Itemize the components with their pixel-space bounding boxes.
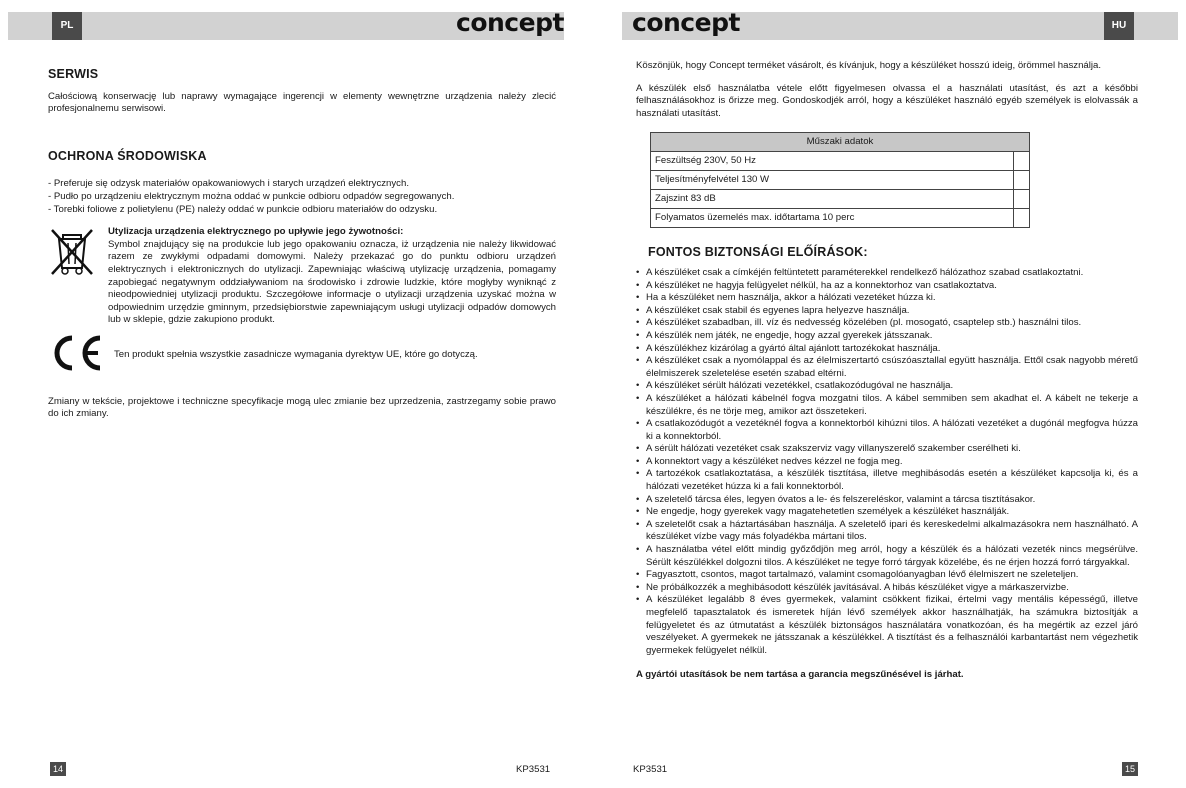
disposal-text: Symbol znajdujący się na produkcie lub jego opakowaniu oznacza, iż urządzenia nie należy likwidować razem ze zwykłymi odpadami domowymi. Należy przekazać go do punktu odbioru urządzeń elektrycznych i elektronicznych do utylizacji. Zapewniając właściwą utylizację urządzenia, pomagamy zapobiegać negatywnym oddziaływaniom na środowisko i zdrowie ludzkie, które mogłyby wyniknąć z nieodpowiedniej utylizacji produktu. Szczegółowe informacje o utylizacji urządzenia uzyskać można w odpowiednim urzędzie gminnym, przedsiębiorstwie zapewniającym usługi utylizacji odpadów domowych lub w sklepie, gdzie zakupiono produkt. [108, 238, 556, 326]
lang-tag-left: PL [52, 12, 82, 40]
list-item: • A szeletelő tárcsa éles, legyen óvatos a le- és felszereléskor, valamint a tárcsa tisztításakor. [636, 494, 1138, 507]
list-item: • A készüléket a hálózati kábelnél fogva mozgatni tilos. A kábel semmiben sem akadhat el. A kábelt ne tekerje a készülékre, és ne törje meg, amikor azt összetekeri. [636, 393, 1138, 418]
brand-logo-right: concept [632, 8, 740, 37]
lang-tag-right: HU [1104, 12, 1134, 40]
table-row [651, 190, 1030, 209]
spec-cell: Teljesítményfelvétel 130 W [651, 171, 1014, 190]
list-item: • A tartozékok csatlakoztatása, a készülék tisztítása, illetve meghibásodás esetén a készüléket kapcsolja ki, és a hálózati vezetéket húzza ki a fali konnektorból. [636, 468, 1138, 493]
changes-text: Zmiany w tekście, projektowe i techniczne specyfikacje mogą ulec zmianie bez uprzedzenia, zastrzegamy sobie prawo do ich zmiany. [48, 395, 556, 420]
spec-cell-empty [1014, 190, 1030, 209]
list-item: - Preferuje się odzysk materiałów opakowaniowych i starych urządzeń elektrycznych. [48, 178, 409, 190]
safety-rules-list [636, 267, 1138, 657]
brand-logo-left: concept [456, 8, 564, 37]
ce-text: Ten produkt spełnia wszystkie zasadnicze wymagania dyrektyw UE, które go dotyczą. [114, 348, 478, 360]
list-item: • A csatlakozódugót a vezetéknél fogva a konnektorból kihúzni tilos. A hálózati vezetéket a dugónál megfogva húzza ki a konnektorból. [636, 418, 1138, 443]
table-row [651, 171, 1030, 190]
spec-cell-empty [1014, 171, 1030, 190]
model-number-right: KP3531 [633, 764, 668, 775]
list-item: • Fagyasztott, csontos, magot tartalmazó, valamint csomagolóanyagban lévő élelmiszert ne szeleteljen. [636, 569, 1138, 582]
list-item: • A készülék nem játék, ne engedje, hogy azzal gyerekek játsszanak. [636, 330, 1138, 343]
safety-title: FONTOS BIZTONSÁGI ELŐÍRÁSOK: [648, 245, 868, 260]
spec-cell-empty [1014, 152, 1030, 171]
serwis-title: SERWIS [48, 67, 99, 81]
intro-text-2: A készülék első használatba vétele előtt figyelmesen olvassa el a használati utasítást, és azt a későbbi felhasználásokhoz is őrizze meg. Gondoskodjék arról, hogy a készüléket használó egyéb személyek is elolvassák a használati utasítást. [636, 82, 1138, 119]
right-page [636, 60, 1138, 682]
disposal-title: Utylizacja urządzenia elektrycznego po upływie jego żywotności: [108, 226, 404, 238]
list-item: • A használatba vétel előtt mindig győződjön meg arról, hogy a készülék és a hálózati vezeték nincs megsérülve. Sérült készülékkel dolgozni tilos. A készüléket ne tegye forró tárgyak közelébe, és ne érjen hozzá forró tárgyakkal. [636, 544, 1138, 569]
serwis-text: Całościową konserwację lub naprawy wymagające ingerencji w elementy wewnętrzne urządzenia należy zlecić profesjonalnemu serwisowi. [48, 90, 556, 115]
page-number-right: 15 [1122, 762, 1138, 776]
list-item: • A készüléket szabadban, ill. víz és nedvesség közelében (pl. mosogató, csaptelep stb.) használni tilos. [636, 317, 1138, 330]
env-title: OCHRONA ŚRODOWISKA [48, 148, 207, 163]
list-item: • A készüléket sérült hálózati vezetékkel, csatlakozódugóval ne használja. [636, 380, 1138, 393]
model-number-left: KP3531 [516, 764, 551, 775]
list-item: • A konnektort vagy a készüléket nedves kézzel ne fogja meg. [636, 456, 1138, 469]
table-row [651, 152, 1030, 171]
list-item: • Ha a készüléket nem használja, akkor a hálózati vezetéket húzza ki. [636, 292, 1138, 305]
spec-table [650, 132, 1030, 228]
list-item: - Torebki foliowe z polietylenu (PE) należy oddać w punkcie odbioru materiałów do odzysku. [48, 203, 438, 215]
list-item: • A szeletelőt csak a háztartásában használja. A szeletelő ipari és kereskedelmi alkalmazásokra nem használható. A készüléket vízbe vagy más folyadékba mártani tilos. [636, 519, 1138, 544]
list-item: • A készüléket csak a nyomólappal és az élelmiszertartó csúszóasztallal együtt használja. Ettől csak nagyobb méretű élelmiszerek szeletelése esetén szabad eltérni. [636, 355, 1138, 380]
spec-cell: Feszültség 230V, 50 Hz [651, 152, 1014, 171]
spec-cell-empty [1014, 209, 1030, 228]
page-number-left: 14 [50, 762, 66, 776]
spec-cell: Folyamatos üzemelés max. időtartama 10 perc [651, 209, 1014, 228]
list-item: - Pudło po urządzeniu elektrycznym można oddać w punkcie odbioru odpadów segregowanych. [48, 190, 455, 202]
list-item: • A készüléket legalább 8 éves gyermekek, valamint csökkent fizikai, értelmi vagy mentális képességű, illetve megfelelő tapasztalatok és ismeretek híján lévő személyek akkor használhatják, ha számukra biztosítják a felügyeletet és az útmutatást a készülék biztonságos használatára vonatkozóan, és ha megértik az ezzel járó veszélyeket. A gyermekek ne játsszanak a készülékkel. A tisztítást és a felhasználói karbantartást nem végezhetik gyermekek felügyelet nélkül. [636, 594, 1138, 657]
ce-mark-icon [48, 333, 104, 378]
list-item: • Ne engedje, hogy gyerekek vagy magatehetetlen személyek a készüléket használják. [636, 506, 1138, 519]
intro-text-1: Köszönjük, hogy Concept terméket vásárolt, és kívánjuk, hogy a készüléket hosszú ideig, örömmel használja. [636, 60, 1102, 71]
list-item: • A készülékhez kizárólag a gyártó által ajánlott tartozékokat használja. [636, 343, 1138, 356]
env-list [48, 178, 556, 216]
list-item: • Ne próbálkozzék a meghibásodott készülék javításával. A hibás készüléket vigye a márkaszervizbe. [636, 582, 1138, 595]
spec-table-title: Műszaki adatok [651, 133, 1030, 152]
crossed-bin-icon [48, 226, 96, 327]
list-item: • A sérült hálózati vezetéket csak szakszerviz vagy villanyszerelő szakember cserélheti ki. [636, 443, 1138, 456]
left-page [48, 68, 556, 421]
disposal-block [48, 226, 556, 327]
list-item: • A készüléket csak a címkéjén feltüntetett paraméterekkel rendelkező hálózathoz szabad csatlakoztatni. [636, 267, 1138, 280]
table-row [651, 209, 1030, 228]
list-item: • A készüléket ne hagyja felügyelet nélkül, ha az a konnektorhoz van csatlakoztatva. [636, 280, 1138, 293]
list-item: • A készüléket csak stabil és egyenes lapra helyezve használja. [636, 305, 1138, 318]
closing-note: A gyártói utasítások be nem tartása a garancia megszűnésével is járhat. [636, 669, 964, 681]
ce-block [48, 333, 556, 378]
spec-cell: Zajszint 83 dB [651, 190, 1014, 209]
